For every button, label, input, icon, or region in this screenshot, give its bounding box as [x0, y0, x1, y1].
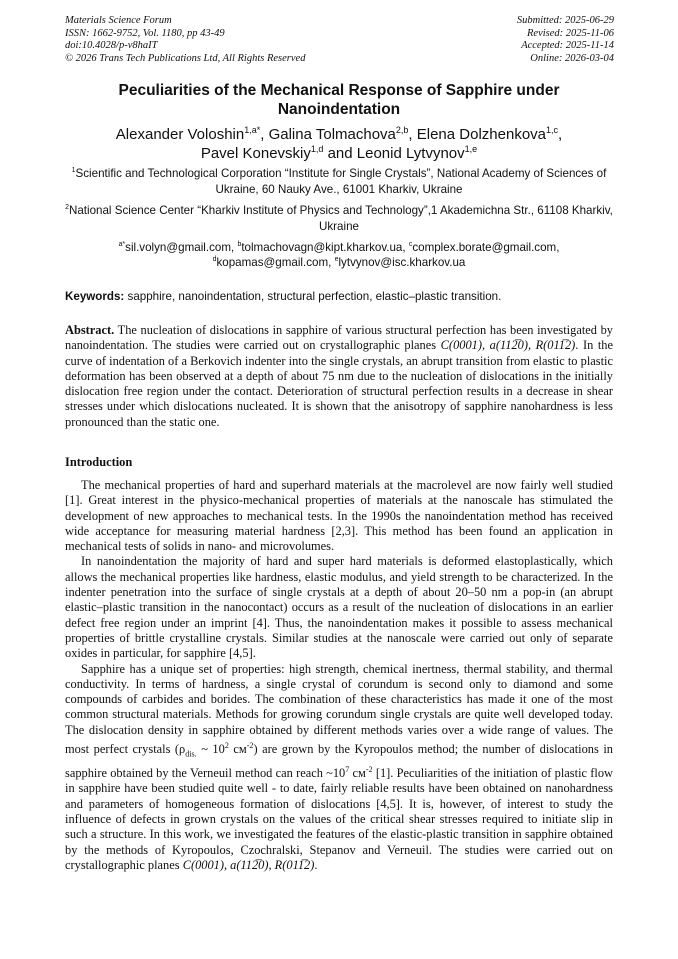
introduction-body — [65, 478, 613, 873]
issn-line: ISSN: 1662-9752, Vol. 1180, pp 43-49 — [65, 27, 225, 39]
journal-header-right — [517, 15, 614, 65]
author: Pavel Konevskiy$^{1,d}$ and — [200, 144, 357, 162]
journal-name: Materials Science Forum — [65, 15, 172, 26]
section-heading-introduction: Introduction — [65, 455, 133, 469]
abstract-label: Abstract. — [65, 323, 115, 337]
affiliation-1: $^1$Scientific and Technological Corporation “Institute for Single Crystals”, National Academy of Sciences of Ukraine, 60 Nauky Ave., 61001 Kharkiv, Ukraine — [71, 167, 607, 196]
keywords-text: sapphire, nanoindentation, structural perfection, elastic–plastic transition. — [127, 290, 502, 303]
online-date: Online: 2026-03-04 — [530, 52, 614, 64]
accepted-date: Accepted: 2025-11-14 — [521, 40, 614, 51]
author: Galina Tolmachova$^{2,b}$, — [268, 125, 417, 143]
email[interactable]: $^c$complex.borate@gmail.com — [408, 241, 557, 254]
crystal-planes: C(0001), a(112̅0), R(011̅2) — [440, 338, 576, 353]
journal-header-left — [65, 15, 305, 65]
revised-date: Revised: 2025-11-06 — [527, 27, 614, 39]
author-list — [60, 125, 618, 163]
paragraph: Sapphire has a unique set of properties: high strength, chemical inertness, thermal stability, and thermal conductivity. In terms of hardness, a single crystal of corundum is second only to diamond and some compounds of carbides and borides. The combination of these characteristics has made it one of the most common structural materials. Methods for growing corundum single crystals are quite well developed today. The dislocation density in sapphire obtained by different methods varies over a wide range of values. The most perfect crystals ($\rho_{dis.}$ ~ $10^2$ $см^{-2}$) are grown by the Kyropoulos method; the number of dislocations in sapphire obtained by the Verneuil method can reach $\sim 10^7$ $см^{-2}$ [1]. Peculiarities of the initiation of plastic flow in sapphire have been studied quite well - to date, fairly reliable results have been obtained on nanohardness and parameters of homogeneous formation of dislocations [4,5]. It is, however, of interest to study the influence of defects in grown crystals on the values of the critical shear stresses required to initiate slip in such a structure. In this work, we investigated the features of the elastic-plastic transition in sapphire obtained by the methods of Kyropoulos, Czochralski, Stepanov and Verneuil. The studies were carried out on crystallographic planes C(0001), a(112̅0), R(011̅2). — [65, 661, 613, 872]
crystal-planes: C(0001), a(112̅0), R(011̅2) — [182, 857, 315, 872]
email[interactable]: $^b$tolmachovagn@kipt.kharkov.ua — [237, 241, 403, 254]
email[interactable]: $^{a*}$sil.volyn@gmail.com — [118, 241, 231, 254]
doi-line: doi:10.4028/p-v8haIT — [65, 40, 158, 51]
abstract: Abstract. The nucleation of dislocations in sapphire of various structural perfection has been investigated by nanoindentation. The studies were carried out on crystallographic planes C(0001), a(112̅0), R(011̅2). In the curve of indentation of a Berkovich indenter into the single crystals, an abrupt transition from elastic to plastic deformation has been observed at a depth of about 75 nm due to the nucleation of dislocations in the initially dislocation free region under the contact. Deterioration of structural perfection results in a decrease in shear stresses under which dislocations nucleated. It is shown that the anisotropy of sapphire nanohardness is less pronounced than the static one. — [65, 323, 613, 429]
paragraph: In nanoindentation the majority of hard and super hard materials is deformed elastoplastically, which allows the mechanical properties like hardness, elastic modulus, and yield strength to be characterized. In the indenter penetration into the surface of single crystals at a depth of about 20–50 nm a pop-in (an abrupt elastic–plastic transition in the nanocontact) occurs as a result of the nucleation of dislocations in an earlier defect free region under an imprint [4]. Thus, the nanoindentation makes it possible to assess mechanical properties of brittle crystalline crystals. Similar studies at the nanoscale were carried out only of separate oxides in particular, for sapphire [4,5]. — [65, 554, 613, 661]
submitted-date: Submitted: 2025-06-29 — [516, 15, 614, 26]
author: Elena Dolzhenkova$^{1,c}$, — [416, 125, 563, 143]
paragraph: The mechanical properties of hard and superhard materials at the macrolevel are now fairly well studied [1]. Great interest in the physico-mechanical properties of materials at the nanoscale has stimulated the development of new approaches to mechanical tests. In the 1990s the nanoindentation method has received wide acceptance for measuring material hardness [2,3]. This method has been found an application in mechanical tests of solids in nano- and microvolumes. — [65, 478, 613, 554]
keywords — [65, 289, 620, 304]
author: Leonid Lytvynov$^{1,e}$ — [356, 144, 478, 162]
email[interactable]: $^e$lytvynov@isc.kharkov.ua — [334, 256, 466, 269]
keywords-label: Keywords: — [65, 290, 125, 303]
paper-title: Peculiarities of the Mechanical Response of Sapphire under Nanoindentation — [118, 82, 560, 118]
email[interactable]: $^d$kopamas@gmail.com — [212, 256, 329, 269]
affiliation-2: $^2$National Science Center “Kharkiv Institute of Physics and Technology”,1 Akademichna Str., 61108 Kharkiv, Ukraine — [65, 204, 613, 233]
author: Alexander Voloshin$^{1,a*}$, — [115, 125, 269, 143]
author-emails: $^{a*}$sil.volyn@gmail.com, $^b$tolmachovagn@kipt.kharkov.ua, $^c$complex.borate@gmail.com, $^d$kopamas@gmail.com, $^e$lytvynov@isc.kharkov.ua — [118, 241, 560, 269]
copyright-line: © 2026 Trans Tech Publications Ltd, All Rights Reserved — [65, 52, 306, 64]
